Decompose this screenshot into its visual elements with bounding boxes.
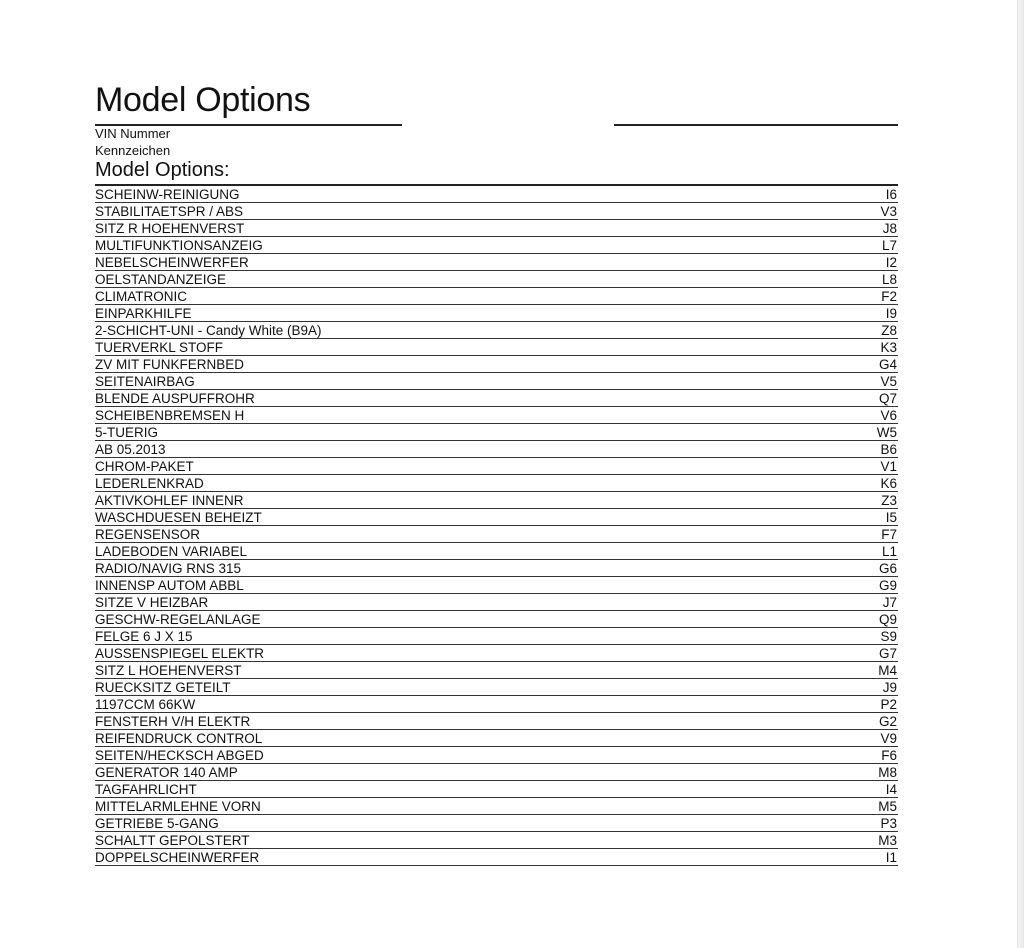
option-row — [95, 849, 898, 866]
option-row — [95, 509, 898, 526]
option-row — [95, 203, 898, 220]
option-code: V3 — [880, 204, 897, 219]
option-row — [95, 577, 898, 594]
option-name: TUERVERKL STOFF — [95, 340, 224, 355]
option-code: J7 — [882, 595, 897, 610]
option-name: MULTIFUNKTIONSANZEIG — [95, 238, 263, 253]
option-name: INNENSP AUTOM ABBL — [95, 578, 244, 593]
option-code: W5 — [876, 425, 897, 440]
option-row — [95, 492, 898, 509]
option-name: CHROM-PAKET — [95, 459, 194, 474]
option-code: M4 — [878, 663, 897, 678]
option-name: MITTELARMLEHNE VORN — [95, 799, 261, 814]
option-name: 1197CCM 66KW — [95, 697, 196, 712]
option-code: V6 — [880, 408, 897, 423]
option-name: CLIMATRONIC — [95, 289, 188, 304]
option-row — [95, 254, 898, 271]
option-row — [95, 407, 898, 424]
option-code: I5 — [885, 510, 897, 525]
option-name: AB 05.2013 — [95, 442, 166, 457]
options-table — [95, 184, 898, 866]
option-row — [95, 475, 898, 492]
option-name: SITZ L HOEHENVERST — [95, 663, 242, 678]
option-row — [95, 424, 898, 441]
option-code: J9 — [882, 680, 897, 695]
option-code: B6 — [880, 442, 897, 457]
option-row — [95, 356, 898, 373]
page-edge — [1017, 0, 1024, 948]
option-name: GESCHW-REGELANLAGE — [95, 612, 261, 627]
option-code: I2 — [885, 255, 897, 270]
option-row — [95, 645, 898, 662]
option-row — [95, 288, 898, 305]
option-code: I4 — [885, 782, 897, 797]
option-row — [95, 628, 898, 645]
option-row — [95, 441, 898, 458]
option-name: BLENDE AUSPUFFROHR — [95, 391, 255, 406]
option-name: DOPPELSCHEINWERFER — [95, 850, 260, 865]
option-code: Z3 — [881, 493, 897, 508]
option-row — [95, 526, 898, 543]
option-row — [95, 322, 898, 339]
option-name: REIFENDRUCK CONTROL — [95, 731, 263, 746]
plate-label: Kennzeichen — [95, 143, 171, 158]
option-row — [95, 713, 898, 730]
option-row — [95, 798, 898, 815]
option-name: FELGE 6 J X 15 — [95, 629, 193, 644]
option-code: V1 — [880, 459, 897, 474]
option-code: G2 — [878, 714, 897, 729]
option-name: AUSSENSPIEGEL ELEKTR — [95, 646, 265, 661]
option-row — [95, 730, 898, 747]
option-name: LEDERLENKRAD — [95, 476, 204, 491]
document-title: Model Options — [95, 81, 311, 119]
option-row — [95, 305, 898, 322]
option-code: K3 — [880, 340, 897, 355]
option-row — [95, 186, 898, 203]
option-name: 2-SCHICHT-UNI - Candy White (B9A) — [95, 323, 322, 338]
option-code: G7 — [878, 646, 897, 661]
option-row — [95, 390, 898, 407]
section-title: Model Options: — [95, 159, 230, 181]
option-row — [95, 679, 898, 696]
option-name: TAGFAHRLICHT — [95, 782, 197, 797]
option-row — [95, 611, 898, 628]
option-name: SEITENAIRBAG — [95, 374, 195, 389]
option-row — [95, 832, 898, 849]
option-row — [95, 220, 898, 237]
option-name: SCHALTT GEPOLSTERT — [95, 833, 250, 848]
option-row — [95, 815, 898, 832]
option-code: Z8 — [881, 323, 897, 338]
option-code: V9 — [880, 731, 897, 746]
option-code: M8 — [878, 765, 897, 780]
option-name: ZV MIT FUNKFERNBED — [95, 357, 245, 372]
option-row — [95, 662, 898, 679]
option-row — [95, 458, 898, 475]
option-code: I6 — [885, 187, 897, 202]
option-row — [95, 696, 898, 713]
option-code: G9 — [878, 578, 897, 593]
option-name: SCHEINW-REINIGUNG — [95, 187, 240, 202]
option-code: M5 — [878, 799, 897, 814]
option-name: GENERATOR 140 AMP — [95, 765, 238, 780]
option-code: L1 — [881, 544, 897, 559]
option-row — [95, 339, 898, 356]
option-row — [95, 271, 898, 288]
option-code: L8 — [881, 272, 897, 287]
option-name: GETRIEBE 5-GANG — [95, 816, 219, 831]
option-row — [95, 560, 898, 577]
option-code: I1 — [885, 850, 897, 865]
option-name: EINPARKHILFE — [95, 306, 192, 321]
option-row — [95, 781, 898, 798]
option-code: F2 — [881, 289, 897, 304]
option-name: NEBELSCHEINWERFER — [95, 255, 249, 270]
option-row — [95, 747, 898, 764]
option-name: OELSTANDANZEIGE — [95, 272, 227, 287]
option-name: SEITEN/HECKSCH ABGED — [95, 748, 264, 763]
option-row — [95, 764, 898, 781]
option-name: SCHEIBENBREMSEN H — [95, 408, 245, 423]
option-code: Q7 — [878, 391, 897, 406]
option-row — [95, 543, 898, 560]
option-name: SITZ R HOEHENVERST — [95, 221, 245, 236]
option-name: RADIO/NAVIG RNS 315 — [95, 561, 242, 576]
option-code: F7 — [881, 527, 897, 542]
option-code: P3 — [880, 816, 897, 831]
option-code: L7 — [881, 238, 897, 253]
option-code: I9 — [885, 306, 897, 321]
option-name: SITZE V HEIZBAR — [95, 595, 209, 610]
option-name: AKTIVKOHLEF INNENR — [95, 493, 244, 508]
option-row — [95, 373, 898, 390]
option-name: LADEBODEN VARIABEL — [95, 544, 248, 559]
option-code: G4 — [878, 357, 897, 372]
option-name: STABILITAETSPR / ABS — [95, 204, 244, 219]
option-name: FENSTERH V/H ELEKTR — [95, 714, 251, 729]
vin-label: VIN Nummer — [95, 126, 171, 141]
option-name: REGENSENSOR — [95, 527, 201, 542]
plate-value-line — [614, 124, 898, 126]
option-name: 5-TUERIG — [95, 425, 159, 440]
option-code: M3 — [878, 833, 897, 848]
option-code: J8 — [882, 221, 897, 236]
option-code: K6 — [880, 476, 897, 491]
option-code: P2 — [880, 697, 897, 712]
option-code: Q9 — [878, 612, 897, 627]
option-code: V5 — [880, 374, 897, 389]
option-code: G6 — [878, 561, 897, 576]
option-row — [95, 237, 898, 254]
option-name: WASCHDUESEN BEHEIZT — [95, 510, 262, 525]
option-row — [95, 594, 898, 611]
option-name: RUECKSITZ GETEILT — [95, 680, 231, 695]
option-code: F6 — [881, 748, 897, 763]
option-code: S9 — [880, 629, 897, 644]
